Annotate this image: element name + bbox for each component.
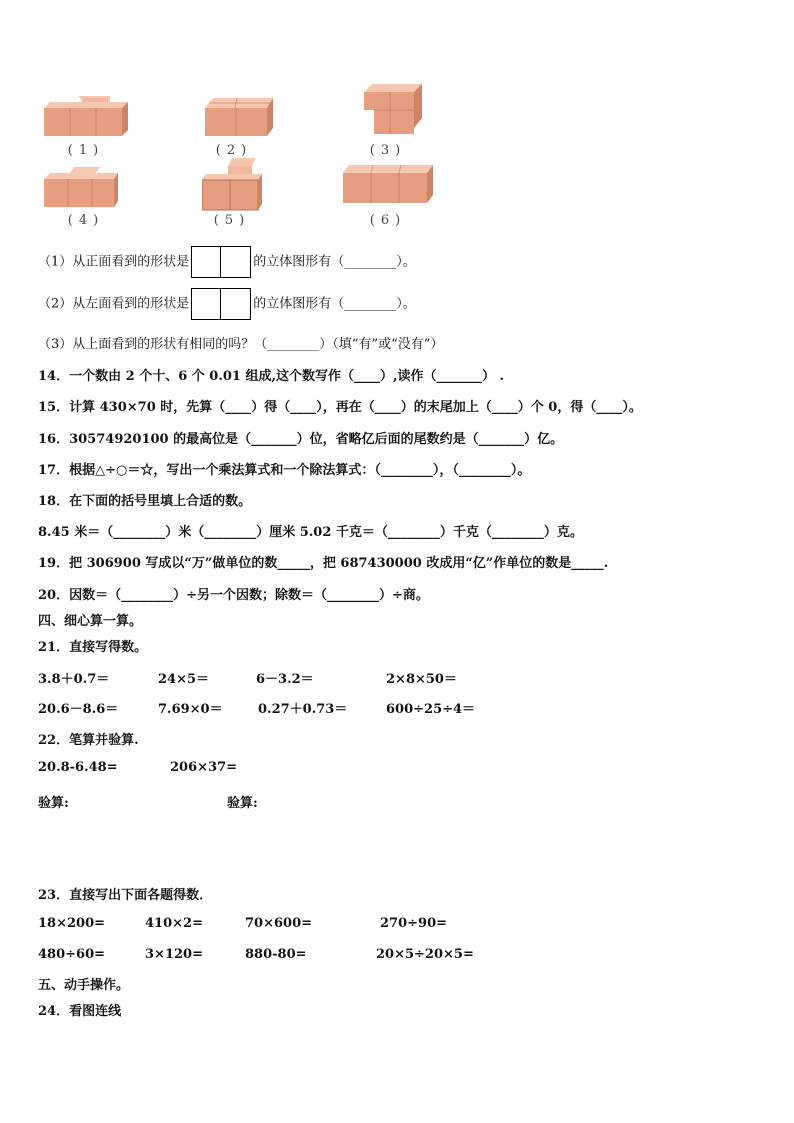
cube-figure-6 [343,163,435,205]
front-view-shape [191,246,251,278]
q23-item: 18×200= [38,916,106,931]
q13-part3: （3）从上面看到的形状有相同的吗？（________）（填“有”或“没有”） [38,337,444,352]
cube-figures [0,0,794,240]
q21-item: 24×5＝ [158,672,210,687]
q13-part1-after: 的立体图形有（________）。 [253,254,416,270]
question-18: 18．在下面的括号里填上合适的数。 [38,494,252,509]
q23-item: 880-80= [245,947,307,962]
q23-item: 480÷60= [38,947,106,962]
section-4-heading: 四、细心算一算。 [38,614,143,629]
q23-item: 70×600= [245,916,313,931]
q21-item: 3.8＋0.7＝ [38,672,110,687]
question-24: 24．看图连线 [38,1004,122,1019]
q23-item: 270÷90= [380,916,448,931]
question-15: 15．计算 430×70 时，先算（____）得（____），再在（____）的末尾加上（____）个 0，得（____）。 [38,400,642,415]
question-14: 14．一个数由 2 个十、6 个 0.01 组成,这个数写作（____）,读作（_______） . [38,369,505,384]
q23-item: 20×5÷20×5= [376,947,474,962]
q22-item: 206×37= [170,760,238,775]
question-19: 19．把 306900 写成以“万”做单位的数_____，把 687430000 改成用“亿”作单位的数是_____. [38,556,609,571]
cube-figure-5 [202,158,264,212]
q21-item: 2×8×50＝ [386,672,457,687]
q22-check-label: 验算: [38,796,69,811]
q13-part2-after: 的立体图形有（________）。 [253,296,416,312]
cube-figure-3 [364,84,426,136]
figure-caption-4: (4) [67,213,105,228]
question-22: 22．笔算并验算. [38,733,139,748]
q21-item: 20.6－8.6＝ [38,702,119,717]
cube-figure-2 [205,96,275,138]
q22-check-label: 验算: [227,796,258,811]
q13-part2 [38,288,416,321]
q13-part1-before: （1）从正面看到的形状是 [38,254,190,270]
q21-item: 6－3.2＝ [256,672,314,687]
figure-caption-6: (6) [369,213,407,228]
q22-item: 20.8-6.48= [38,760,118,775]
question-21: 21．直接写得数。 [38,640,148,655]
q13-part2-before: （2）从左面看到的形状是 [38,296,190,312]
cube-figure-4 [44,165,120,209]
question-18-line: 8.45 米＝（________）米（________）厘米 5.02 千克＝（________）千克（________）克。 [38,525,583,540]
q21-item: 600÷25÷4＝ [386,702,476,717]
section-5-heading: 五、动手操作。 [38,978,130,993]
figure-caption-2: (2) [215,143,253,158]
left-view-shape [191,288,251,320]
question-16: 16．30574920100 的最高位是（_______）位，省略亿后面的尾数约是（_______）亿。 [38,432,564,447]
q23-item: 3×120= [145,947,203,962]
q23-item: 410×2= [145,916,203,931]
question-20: 20．因数＝（________）÷另一个因数；除数＝（________）÷商。 [38,588,429,603]
cube-figure-1 [44,96,130,138]
figure-caption-1: (1) [67,143,105,158]
figure-caption-5: (5) [213,213,251,228]
q21-item: 7.69×0＝ [158,702,223,717]
q21-item: 0.27＋0.73＝ [258,702,348,717]
question-23: 23．直接写出下面各题得数． [38,888,213,903]
q13-part1 [38,246,416,279]
figure-caption-3: (3) [369,143,407,158]
question-17: 17．根据△÷○＝☆，写出一个乘法算式和一个除法算式：（________），（________）。 [38,463,531,478]
